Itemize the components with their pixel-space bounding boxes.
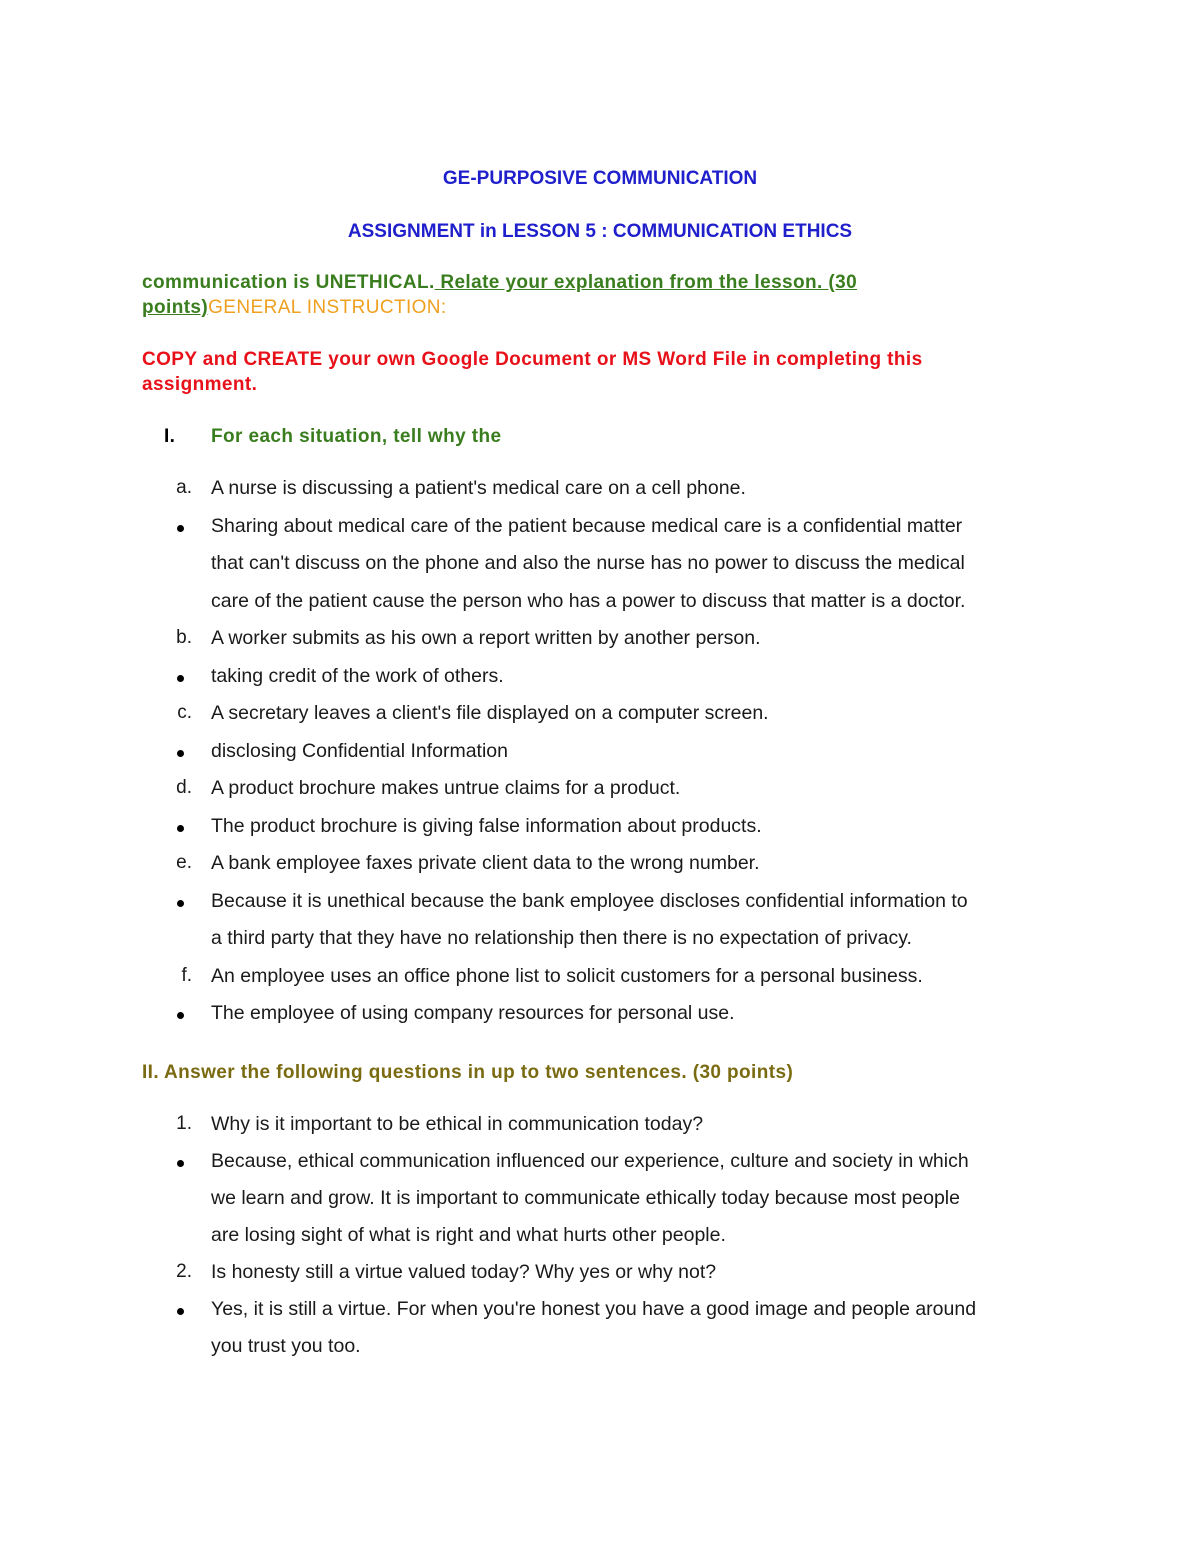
intro-unethical-text: communication is UNETHICAL.: [142, 272, 435, 293]
bullet-icon: [177, 525, 184, 532]
list-marker: d.: [176, 777, 192, 798]
list-marker: 1.: [176, 1113, 192, 1134]
course-title: GE-PURPOSIVE COMMUNICATION: [442, 168, 758, 189]
list-marker: e.: [176, 852, 192, 873]
bullet-icon: [177, 1160, 184, 1167]
list-item-text: disclosing Confidential Information: [211, 739, 508, 762]
list-item-text: Yes, it is still a virtue. For when you're honest you have a good image and people around: [211, 1298, 977, 1320]
bullet-icon: [177, 1308, 184, 1315]
list-item-text: A bank employee faxes private client data to the wrong number.: [211, 852, 760, 874]
list-item-text: we learn and grow. It is important to communicate ethically today because most people: [211, 1187, 960, 1209]
intro-relate-text: Relate your explanation from the lesson. (30: [434, 272, 858, 293]
instruction-line-2: assignment.: [142, 374, 258, 395]
intro-line-1: [142, 272, 857, 294]
list-item-text: are losing sight of what is right and what hurts other people.: [211, 1224, 726, 1246]
assignment-title: ASSIGNMENT in LESSON 5 : COMMUNICATION ETHICS: [347, 221, 853, 242]
general-instruction-label: GENERAL INSTRUCTION:: [208, 297, 447, 318]
list-item-text: Because it is unethical because the bank employee discloses confidential information to: [211, 889, 968, 912]
list-item-text: Is honesty still a virtue valued today? Why yes or why not?: [211, 1261, 717, 1283]
list-item-text: A worker submits as his own a report written by another person.: [211, 627, 761, 649]
bullet-icon: [177, 675, 184, 682]
list-item-text: An employee uses an office phone list to solicit customers for a personal business.: [211, 964, 923, 987]
list-item-text: Because, ethical communication influenced our experience, culture and society in which: [211, 1150, 969, 1172]
list-item-text: The product brochure is giving false information about products.: [211, 814, 762, 837]
list-item-text: Sharing about medical care of the patient because medical care is a confidential matter: [211, 514, 963, 537]
list-item-text: A secretary leaves a client's file displayed on a computer screen.: [211, 702, 769, 724]
list-item-text: a third party that they have no relationship then there is no expectation of privacy.: [211, 927, 912, 949]
list-marker: 2.: [176, 1261, 192, 1282]
bullet-icon: [177, 1012, 184, 1019]
list-item-text: A product brochure makes untrue claims for a product.: [211, 777, 681, 799]
section1-heading: For each situation, tell why the: [211, 426, 502, 447]
section2-heading: II. Answer the following questions in up to two sentences. (30 points): [142, 1062, 794, 1083]
list-item-text: The employee of using company resources for personal use.: [211, 1002, 735, 1024]
bullet-icon: [177, 900, 184, 907]
list-item-text: you trust you too.: [211, 1335, 361, 1357]
list-item-text: A nurse is discussing a patient's medical care on a cell phone.: [211, 477, 746, 499]
instruction-line-1: COPY and CREATE your own Google Document or MS Word File in completing this: [142, 349, 923, 370]
list-marker: b.: [176, 627, 192, 648]
list-marker: c.: [177, 702, 192, 723]
bullet-icon: [177, 750, 184, 757]
list-item-text: care of the patient cause the person who has a power to discuss that matter is a doctor.: [211, 589, 966, 612]
list-item-text: that can't discuss on the phone and also the nurse has no power to discuss the medical: [211, 552, 965, 574]
intro-line-2: [142, 297, 447, 319]
list-item-text: Why is it important to be ethical in communication today?: [211, 1113, 704, 1135]
section1-numeral: I.: [164, 426, 176, 447]
bullet-icon: [177, 825, 184, 832]
intro-points-text: points): [142, 297, 209, 318]
list-item-text: taking credit of the work of others.: [211, 664, 504, 687]
list-marker: a.: [176, 477, 192, 498]
list-marker: f.: [181, 964, 192, 986]
